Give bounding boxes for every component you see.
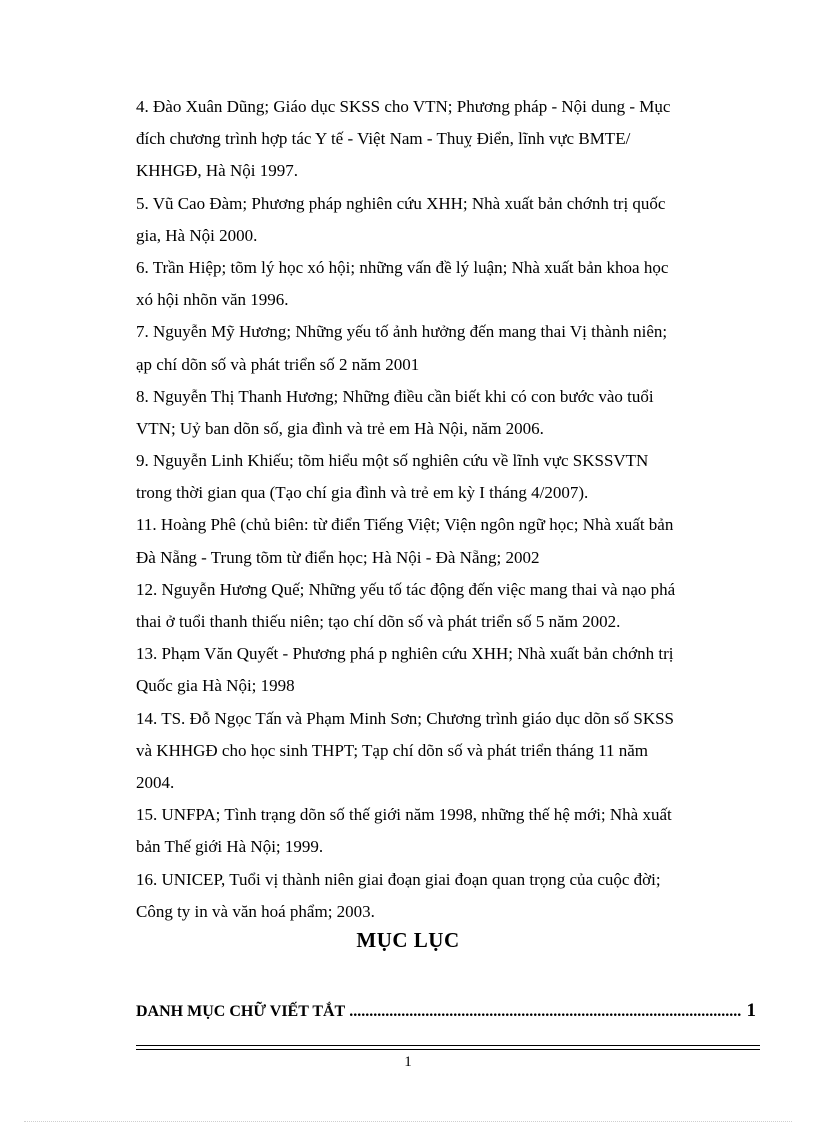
reference-item	[136, 799, 746, 863]
reference-line: đích chương trình hợp tác Y tế - Việt Nam - Thuỵ Điển, lĩnh vực BMTE/	[136, 129, 631, 149]
reference-line: xó hội nhõn văn 1996.	[136, 290, 289, 310]
reference-list	[136, 91, 746, 928]
page-bottom-border	[24, 1121, 792, 1122]
page-number: 1	[404, 1054, 412, 1070]
reference-line: 16. UNICEP, Tuổi vị thành niên giai đoạn giai đoạn quan trọng của cuộc đời;	[136, 869, 661, 889]
reference-item	[136, 445, 746, 509]
reference-line: Công ty in và văn hoá phẩm; 2003.	[136, 901, 375, 921]
toc-title: MỤC LỤC	[356, 928, 460, 952]
reference-item	[136, 703, 746, 800]
toc-leader-dots	[349, 1003, 740, 1021]
reference-item	[136, 188, 746, 252]
reference-item	[136, 574, 746, 638]
reference-item	[136, 864, 746, 928]
toc-entry-label: DANH MỤC CHỮ VIẾT TẮT	[136, 1003, 346, 1020]
reference-line: KHHGĐ, Hà Nội 1997.	[136, 161, 298, 181]
reference-item	[136, 316, 746, 380]
reference-line: 6. Trần Hiệp; tõm lý học xó hội; những vấn đề lý luận; Nhà xuất bản khoa học	[136, 257, 669, 277]
reference-line: trong thời gian qua (Tạo chí gia đình và trẻ em kỳ I tháng 4/2007).	[136, 483, 589, 503]
reference-item	[136, 252, 746, 316]
reference-line: 8. Nguyễn Thị Thanh Hương; Những điều cần biết khi có con bước vào tuổi	[136, 386, 654, 406]
reference-line: 5. Vũ Cao Đàm; Phương pháp nghiên cứu XHH; Nhà xuất bản chớnh trị quốc	[136, 193, 666, 213]
reference-line: 14. TS. Đỗ Ngọc Tấn và Phạm Minh Sơn; Chương trình giáo dục dõn số SKSS	[136, 708, 674, 728]
reference-line: 4. Đào Xuân Dũng; Giáo dục SKSS cho VTN; Phương pháp - Nội dung - Mục	[136, 97, 671, 116]
reference-line: Quốc gia Hà Nội; 1998	[136, 676, 295, 696]
footer-rule-thin	[136, 1049, 760, 1050]
reference-line: và KHHGĐ cho học sinh THPT; Tạp chí dõn số và phát triển tháng 11 năm	[136, 740, 648, 760]
reference-line: bản Thế giới Hà Nội; 1999.	[136, 837, 324, 857]
reference-line: gia, Hà Nội 2000.	[136, 225, 258, 245]
reference-line: 15. UNFPA; Tình trạng dõn số thế giới năm 1998, những thế hệ mới; Nhà xuất	[136, 805, 672, 825]
reference-line: VTN; Uỷ ban dõn số, gia đình và trẻ em Hà Nội, năm 2006.	[136, 418, 544, 438]
toc-entry[interactable]	[136, 1000, 756, 1022]
reference-line: 13. Phạm Văn Quyết - Phương phá p nghiên cứu XHH; Nhà xuất bản chớnh trị	[136, 644, 674, 664]
reference-line: 9. Nguyễn Linh Khiếu; tõm hiểu một số nghiên cứu về lĩnh vực SKSSVTN	[136, 451, 649, 471]
reference-line: 11. Hoàng Phê (chủ biên: từ điển Tiếng Việt; Viện ngôn ngữ học; Nhà xuất bản	[136, 515, 674, 535]
reference-item	[136, 91, 746, 188]
toc-entry-page: 1	[746, 1000, 756, 1021]
reference-item	[136, 509, 746, 573]
footer-rule-thick	[136, 1045, 760, 1046]
reference-line: ạp chí dõn số và phát triển số 2 năm 2001	[136, 354, 420, 374]
reference-item	[136, 381, 746, 445]
reference-line: 7. Nguyễn Mỹ Hương; Những yếu tố ảnh hưởng đến mang thai Vị thành niên;	[136, 322, 668, 342]
reference-line: 12. Nguyễn Hương Quế; Những yếu tố tác động đến việc mang thai và nạo phá	[136, 579, 676, 599]
reference-item	[136, 638, 746, 702]
reference-line: thai ở tuổi thanh thiếu niên; tạo chí dõn số và phát triển số 5 năm 2002.	[136, 612, 621, 631]
reference-line: 2004.	[136, 772, 175, 792]
reference-line: Đà Nẵng - Trung tõm từ điển học; Hà Nội - Đà Nẵng; 2002	[136, 547, 540, 567]
